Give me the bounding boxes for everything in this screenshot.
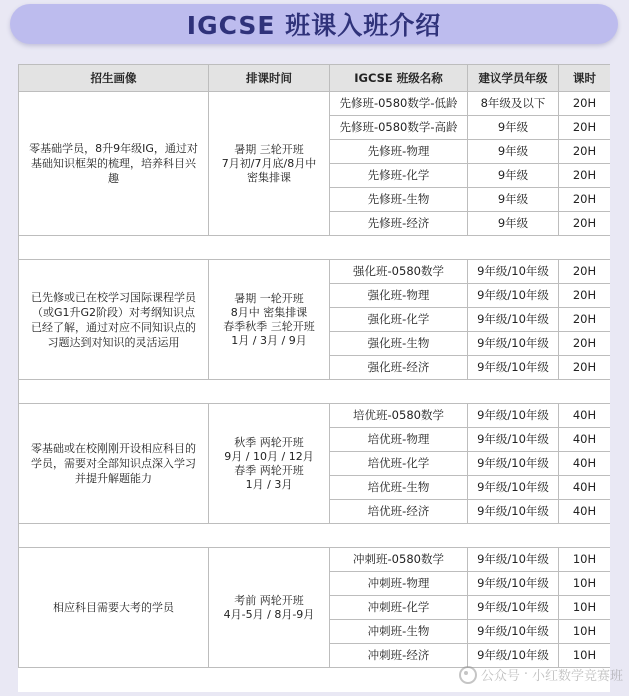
class-name-cell: 强化班-0580数学 — [330, 260, 468, 284]
grade-cell: 9年级/10年级 — [468, 572, 559, 596]
table-row — [19, 92, 611, 116]
header-class-name: IGCSE 班级名称 — [330, 65, 468, 92]
grade-cell: 8年级及以下 — [468, 92, 559, 116]
hours-cell: 10H — [559, 644, 611, 668]
grade-cell: 9年级/10年级 — [468, 548, 559, 572]
schedule-line: 考前 两轮开班 — [234, 593, 304, 607]
class-name-cell: 强化班-化学 — [330, 308, 468, 332]
hours-cell: 10H — [559, 620, 611, 644]
class-intro-sheet — [18, 64, 610, 692]
hours-cell: 40H — [559, 452, 611, 476]
student-profile: 零基础学员，8升9年级IG，通过对基础知识框架的梳理，培养科目兴趣 — [19, 92, 209, 236]
hours-cell: 20H — [559, 356, 611, 380]
class-name-cell: 先修班-经济 — [330, 212, 468, 236]
class-name-cell: 培优班-化学 — [330, 452, 468, 476]
grade-cell: 9年级/10年级 — [468, 284, 559, 308]
group-separator — [19, 236, 611, 260]
grade-cell: 9年级/10年级 — [468, 260, 559, 284]
schedule-line: 1月 / 3月 / 9月 — [231, 333, 307, 347]
hours-cell: 40H — [559, 476, 611, 500]
class-name-cell: 冲刺班-生物 — [330, 620, 468, 644]
hours-cell: 20H — [559, 116, 611, 140]
class-name-cell: 先修班-0580数学-低龄 — [330, 92, 468, 116]
hours-cell: 20H — [559, 308, 611, 332]
group-separator-row — [19, 524, 611, 548]
grade-cell: 9年级/10年级 — [468, 500, 559, 524]
watermark-author: 小红数学竞赛班 — [531, 669, 623, 684]
schedule-line: 春季秋季 三轮开班 — [223, 319, 315, 333]
class-name-cell: 先修班-化学 — [330, 164, 468, 188]
hours-cell: 20H — [559, 188, 611, 212]
grade-cell: 9年级/10年级 — [468, 356, 559, 380]
class-name-cell: 培优班-经济 — [330, 500, 468, 524]
grade-cell: 9年级/10年级 — [468, 404, 559, 428]
hours-cell: 20H — [559, 332, 611, 356]
grade-cell: 9年级 — [468, 188, 559, 212]
hours-cell: 20H — [559, 140, 611, 164]
class-name-cell: 强化班-生物 — [330, 332, 468, 356]
header-profile: 招生画像 — [19, 65, 209, 92]
class-name-cell: 冲刺班-化学 — [330, 596, 468, 620]
schedule-line: 密集排课 — [247, 170, 291, 184]
hours-cell: 20H — [559, 92, 611, 116]
grade-cell: 9年级/10年级 — [468, 308, 559, 332]
class-name-cell: 培优班-生物 — [330, 476, 468, 500]
group-separator-row — [19, 236, 611, 260]
hours-cell: 40H — [559, 500, 611, 524]
grade-cell: 9年级/10年级 — [468, 476, 559, 500]
class-name-cell: 先修班-0580数学-高龄 — [330, 116, 468, 140]
class-name-cell: 强化班-物理 — [330, 284, 468, 308]
grade-cell: 9年级 — [468, 164, 559, 188]
schedule-cell — [209, 260, 330, 380]
schedule-line: 8月中 密集排课 — [230, 305, 308, 319]
header-hours: 课时 — [559, 65, 611, 92]
watermark-separator: · — [523, 667, 528, 682]
class-name-cell: 强化班-经济 — [330, 356, 468, 380]
class-table — [18, 64, 610, 668]
student-profile: 相应科目需要大考的学员 — [19, 548, 209, 668]
watermark-source: 公众号 — [480, 669, 520, 684]
schedule-line: 4月-5月 / 8月-9月 — [223, 607, 315, 621]
grade-cell: 9年级 — [468, 116, 559, 140]
table-header-row — [19, 65, 611, 92]
student-profile: 已先修或已在校学习国际课程学员（或G1升G2阶段）对考纲知识点已经了解，通过对应不同知识点的习题达到对知识的灵活运用 — [19, 260, 209, 380]
schedule-cell — [209, 404, 330, 524]
header-grade: 建议学员年级 — [468, 65, 559, 92]
grade-cell: 9年级/10年级 — [468, 332, 559, 356]
table-row — [19, 404, 611, 428]
grade-cell: 9年级/10年级 — [468, 596, 559, 620]
hours-cell: 10H — [559, 572, 611, 596]
class-name-cell: 培优班-0580数学 — [330, 404, 468, 428]
page-title: IGCSE 班课入班介绍 — [10, 4, 618, 44]
schedule-line: 9月 / 10月 / 12月 — [224, 449, 314, 463]
schedule-line: 秋季 两轮开班 — [234, 435, 304, 449]
class-name-cell: 冲刺班-0580数学 — [330, 548, 468, 572]
grade-cell: 9年级 — [468, 212, 559, 236]
grade-cell: 9年级/10年级 — [468, 428, 559, 452]
table-body — [19, 92, 611, 668]
group-separator-row — [19, 380, 611, 404]
hours-cell: 40H — [559, 404, 611, 428]
hours-cell: 20H — [559, 260, 611, 284]
class-name-cell: 培优班-物理 — [330, 428, 468, 452]
schedule-line: 暑期 三轮开班 — [234, 142, 304, 156]
class-name-cell: 先修班-生物 — [330, 188, 468, 212]
schedule-line: 暑期 一轮开班 — [234, 291, 304, 305]
hours-cell: 20H — [559, 284, 611, 308]
group-separator — [19, 380, 611, 404]
class-name-cell: 先修班-物理 — [330, 140, 468, 164]
hours-cell: 20H — [559, 212, 611, 236]
schedule-line: 春季 两轮开班 — [234, 463, 304, 477]
group-separator — [19, 524, 611, 548]
hours-cell: 10H — [559, 548, 611, 572]
schedule-line: 1月 / 3月 — [245, 477, 293, 491]
grade-cell: 9年级/10年级 — [468, 452, 559, 476]
hours-cell: 40H — [559, 428, 611, 452]
grade-cell: 9年级 — [468, 140, 559, 164]
grade-cell: 9年级/10年级 — [468, 644, 559, 668]
header-schedule: 排课时间 — [209, 65, 330, 92]
hours-cell: 20H — [559, 164, 611, 188]
grade-cell: 9年级/10年级 — [468, 620, 559, 644]
class-name-cell: 冲刺班-物理 — [330, 572, 468, 596]
schedule-line: 7月初/7月底/8月中 — [221, 156, 317, 170]
schedule-cell — [209, 548, 330, 668]
student-profile: 零基础或在校刚刚开设相应科目的学员，需要对全部知识点深入学习并提升解题能力 — [19, 404, 209, 524]
schedule-cell — [209, 92, 330, 236]
table-row — [19, 260, 611, 284]
class-name-cell: 冲刺班-经济 — [330, 644, 468, 668]
hours-cell: 10H — [559, 596, 611, 620]
table-row — [19, 548, 611, 572]
